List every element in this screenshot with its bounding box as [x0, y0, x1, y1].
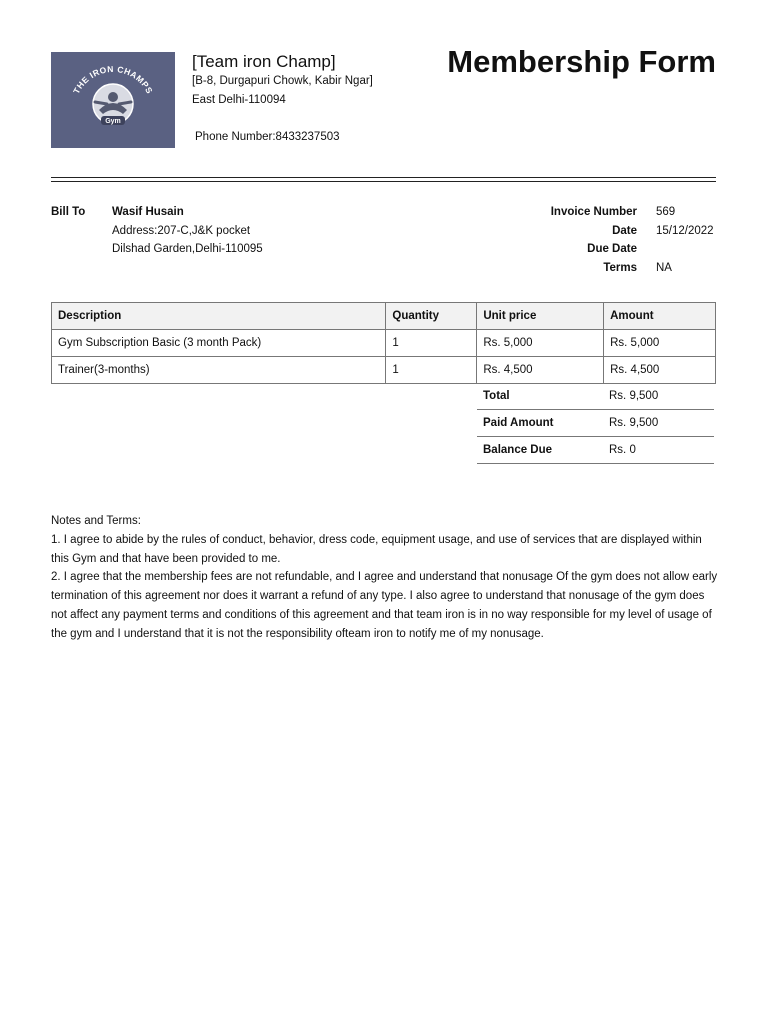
notes-item: 1. I agree to abide by the rules of conduct, behavior, dress code, equipment usage, and use of services that are displayed within this Gym and that have been provided to me. [51, 533, 702, 565]
paid-amount-value: Rs. 9,500 [603, 410, 714, 437]
col-header-unit-price: Unit price [477, 303, 604, 330]
item-unit-price: Rs. 4,500 [477, 357, 604, 384]
due-date-label: Due Date [587, 243, 637, 255]
logo-arc-text: THE IRON CHAMPS [71, 63, 155, 96]
total-label: Total [477, 383, 603, 410]
company-logo [51, 52, 175, 148]
notes-item: 2. I agree that the membership fees are not refundable, and I agree and understand that nonusage Of the gym does not allow early termination of this agreement nor does it warrant a refund of any type. I also agree to understand that nonusage of the gym does not affect any payment terms and conditions of this agreement and that team iron is in no way responsible for my level of usage of the gym and I understand that it is not the responsibility ofteam iron to notify me of my nonusage. [51, 571, 718, 640]
balance-due-label: Balance Due [477, 437, 603, 464]
item-description: Trainer(3-months) [52, 357, 386, 384]
paid-amount-label: Paid Amount [477, 410, 603, 437]
item-amount: Rs. 5,000 [604, 330, 716, 357]
header-divider [51, 177, 716, 178]
item-unit-price: Rs. 5,000 [477, 330, 604, 357]
table-row [52, 357, 716, 384]
items-table [51, 302, 716, 384]
balance-due-value: Rs. 0 [603, 437, 714, 464]
item-quantity: 1 [386, 357, 477, 384]
item-description: Gym Subscription Basic (3 month Pack) [52, 330, 386, 357]
table-header-row [52, 303, 716, 330]
bill-to-address-line2: Dilshad Garden,Delhi-110095 [112, 243, 263, 255]
bill-to-label: Bill To [51, 206, 86, 218]
col-header-quantity: Quantity [386, 303, 477, 330]
company-phone: Phone Number:8433237503 [195, 131, 340, 143]
logo-emblem-icon [51, 52, 175, 148]
terms-label: Terms [603, 262, 637, 274]
bill-to-name: Wasif Husain [112, 206, 184, 218]
paid-amount-row [477, 410, 714, 437]
item-amount: Rs. 4,500 [604, 357, 716, 384]
logo-subtext: Gym [105, 118, 121, 125]
terms-value: NA [656, 262, 672, 274]
date-label: Date [612, 225, 637, 237]
date-value: 15/12/2022 [656, 225, 714, 237]
company-address-line1: [B-8, Durgapuri Chowk, Kabir Ngar] [192, 75, 373, 87]
totals-table [477, 383, 714, 464]
total-row [477, 383, 714, 410]
col-header-description: Description [52, 303, 386, 330]
invoice-number-label: Invoice Number [550, 206, 637, 218]
col-header-amount: Amount [604, 303, 716, 330]
page-title: Membership Form [447, 44, 716, 79]
balance-due-row [477, 437, 714, 464]
company-address-line2: East Delhi-110094 [192, 94, 286, 106]
notes-section [51, 512, 719, 644]
total-value: Rs. 9,500 [603, 383, 714, 410]
table-row [52, 330, 716, 357]
invoice-number-value: 569 [656, 206, 676, 218]
item-quantity: 1 [386, 330, 477, 357]
notes-heading: Notes and Terms: [51, 515, 141, 527]
bill-to-address-line1: Address:207-C,J&K pocket [112, 225, 251, 237]
header-divider-second [51, 181, 716, 182]
company-name: [Team iron Champ] [192, 52, 336, 71]
